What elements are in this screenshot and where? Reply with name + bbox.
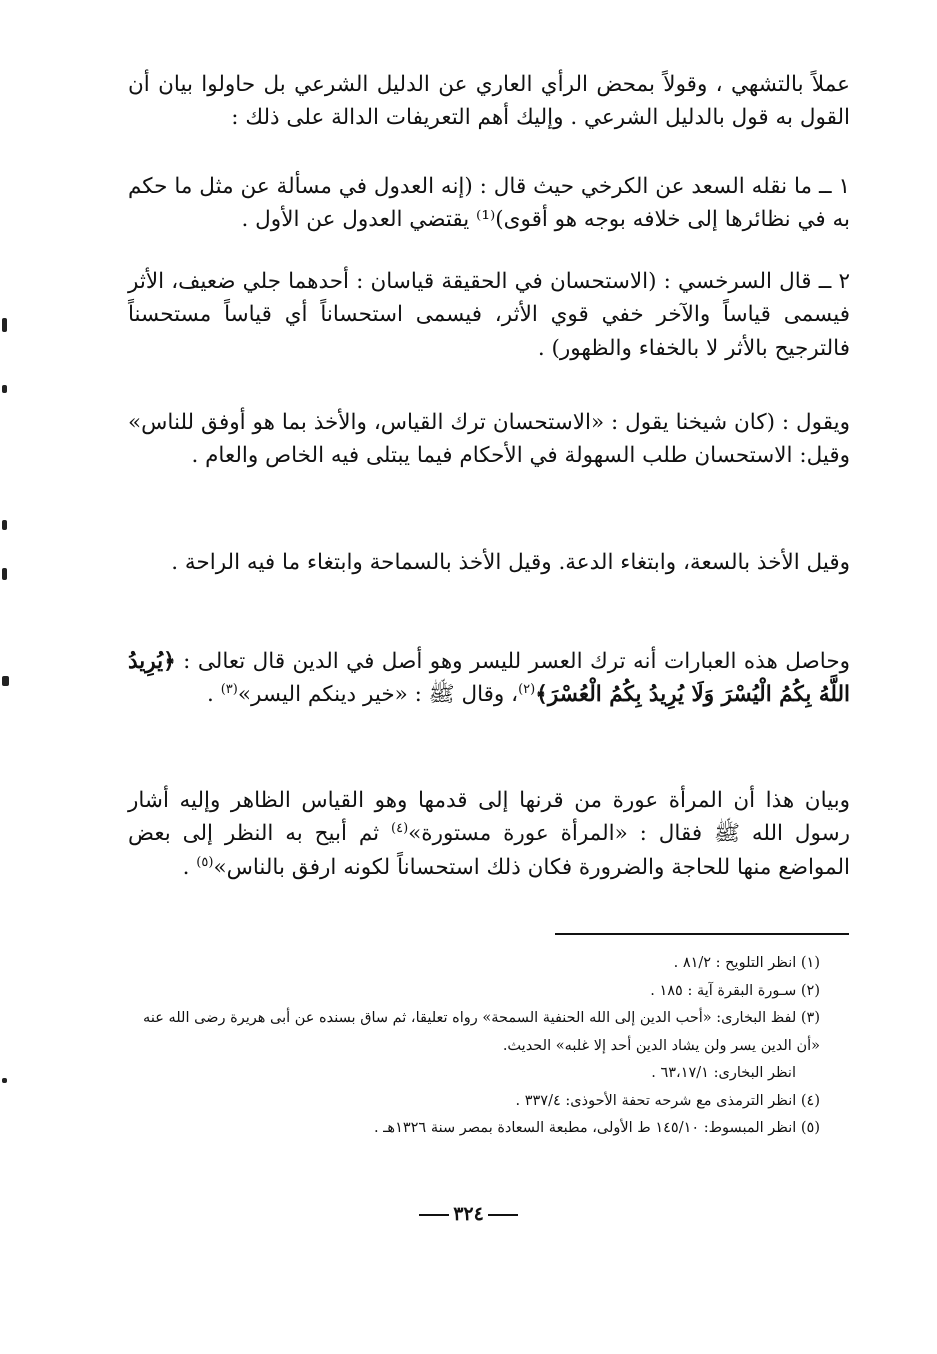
page-number-dash-left [488,1214,518,1216]
footnote-ref-2: (٢) [518,682,536,698]
paragraph-7-lead: وبيان هذا أن المرأة عورة من قرنها إلى قدمها وهو القياس الظاهر وإليه أشار رسول الله ﷺ فقال : «المرأة عورة مستورة» [128,788,850,847]
paragraph-7-end: . [182,854,197,880]
quran-verse: ﴿يُرِيدُ اللَّهُ بِكُمُ الْيُسْرَ وَلَا يُرِيدُ بِكُمُ الْعُسْرَ﴾ [128,649,850,708]
footnotes [134,950,820,1143]
footnote-5: (٥) انظر المبسوط: ١٤٥/١٠ ط الأولى، مطبعة السعادة بمصر سنة ١٣٢٦هـ . [373,1120,820,1137]
paragraph-5: وقيل الأخذ بالسعة، وابتغاء الدعة. وقيل الأخذ بالسماحة وابتغاء ما فيه الراحة . [171,550,850,575]
scan-mark [2,520,7,530]
paragraph-1: عملاً بالتشهي ، وقولاً بمحض الرأي العاري عن الدليل الشرعي بل حاولوا بيان أن القول به قول بالدليل الشرعي . وإليك أهم التعريفات الدالة على ذلك : [128,72,850,131]
scan-mark [2,385,7,393]
footnote-ref-5: (٥) [196,854,214,870]
footnote-2: (٢) سـورة البقرة آية : ١٨٥ . [650,982,820,999]
paragraph-7-mid: ثم أبيح به النظر إلى بعض المواضع منها للحاجة والضرورة فكان ذلك استحساناً لكونه ارفق بالناس» [128,821,850,880]
footnote-ref-4: (٤) [391,821,409,837]
scan-mark [2,318,7,332]
scan-mark [2,676,9,686]
footnote-ref-3: (٣) [220,682,238,698]
paragraph-6 [128,645,850,712]
paragraph-6-mid: ، وقال ﷺ : «خير دينكم اليسر» [237,682,519,708]
paragraph-6-lead: وحاصل هذه العبارات أنه ترك العسر لليسر وهو أصل في الدين قال تعالى : [183,649,851,674]
page-number [0,1203,937,1225]
footnote-3: (٣) لفظ البخارى: «أحب الدين إلى الله الحنفية السمحة» رواه تعليقا، ثم ساق بسنده عن أبى هريرة رضى الله عنه «أن الدين يسر ولن يشاد الدين أحد إلا غلبه» الحديث. [143,1010,820,1054]
footnote-3-continuation: انظر البخارى: ٦٣،١٧/١ . [651,1065,796,1082]
scan-mark [2,1078,7,1083]
scan-mark [2,568,7,580]
paragraph-2: ١ ــ ما نقله السعد عن الكرخي حيث قال : (إنه العدول في مسألة عن مثل ما حكم به في نظائرها إلى خلافه بوجه هو أقوى)⁽¹⁾ يقتضي العدول عن الأول . [128,174,850,233]
paragraph-7 [128,784,850,884]
paragraph-6-end: . [207,682,221,708]
footnote-divider [555,933,849,935]
page-number-value: ٣٢٤ [453,1203,484,1225]
page-number-dash-right [419,1214,449,1216]
paragraph-4: ويقول : (كان شيخنا يقول : «الاستحسان ترك القياس، والأخذ بما هو أوفق للناس» وقيل: الاستحسان طلب السهولة في الأحكام فيما يبتلى فيه الخاص والعام . [128,410,850,469]
footnote-1: (١) انظر التلويح : ٨١/٢ . [673,955,820,971]
paragraph-3: ٢ ــ قال السرخسي : (الاستحسان في الحقيقة قياسان : أحدهما جلي ضعيف، الأثر فيسمى قياساً والآخر خفي قوي الأثر، فيسمى استحساناً أي قياساً مستحسناً فالترجيح بالأثر لا بالخفاء والظهور) . [128,269,850,361]
footnote-4: (٤) انظر الترمذى مع شرحه تحفة الأحوذى: ٣٣٧/٤ . [515,1092,820,1109]
